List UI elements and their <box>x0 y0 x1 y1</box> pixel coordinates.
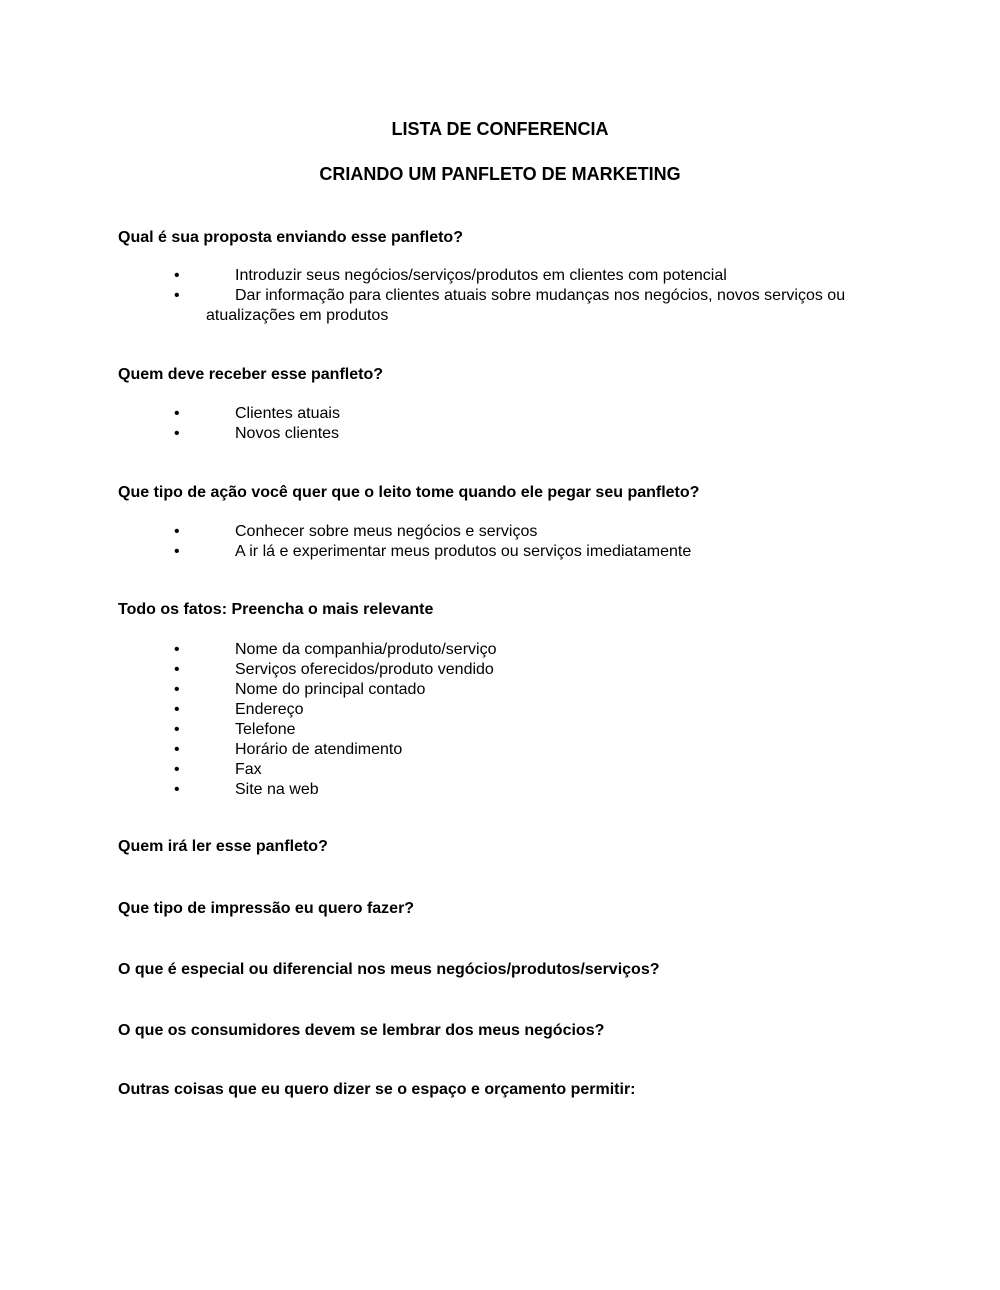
document-title: LISTA DE CONFERENCIA <box>391 119 609 139</box>
list-item-text: Dar informação para clientes atuais sobre mudanças nos negócios, novos serviços ou <box>235 287 846 304</box>
list-item <box>0 404 340 424</box>
list-item-text: Nome da companhia/produto/serviço <box>235 641 497 658</box>
list-item <box>0 266 866 286</box>
section-heading-print-type: Que tipo de impressão eu quero fazer? <box>118 900 415 917</box>
list-item-text: Fax <box>235 761 262 778</box>
bullet-icon: • <box>174 523 180 540</box>
list-item <box>0 740 496 760</box>
bullet-icon: • <box>174 287 180 304</box>
bullet-icon: • <box>174 641 180 658</box>
section-heading-recipients: Quem deve receber esse panfleto? <box>118 366 383 383</box>
list-item <box>0 780 496 800</box>
bullet-icon: • <box>174 661 180 678</box>
list-item-text: Novos clientes <box>235 425 340 442</box>
section-heading-purpose: Qual é sua proposta enviando esse panfleto? <box>118 229 463 246</box>
section-heading-other: Outras coisas que eu quero dizer se o espaço e orçamento permitir: <box>118 1081 636 1098</box>
list-item <box>0 680 496 700</box>
list-item-text: Conhecer sobre meus negócios e serviços <box>235 523 538 540</box>
list-item <box>0 542 691 562</box>
purpose-list <box>0 266 866 326</box>
list-item <box>0 700 496 720</box>
section-heading-readers: Quem irá ler esse panfleto? <box>118 838 328 855</box>
list-item-text: Site na web <box>235 781 319 798</box>
list-item-text: Clientes atuais <box>235 405 340 422</box>
facts-list <box>0 640 496 800</box>
recipients-list <box>0 404 340 444</box>
bullet-icon: • <box>174 701 180 718</box>
section-heading-action: Que tipo de ação você quer que o leito tome quando ele pegar seu panfleto? <box>118 484 700 501</box>
bullet-icon: • <box>174 781 180 798</box>
list-item-text: Endereço <box>235 701 304 718</box>
list-item-text: Horário de atendimento <box>235 741 403 758</box>
bullet-icon: • <box>174 543 180 560</box>
list-item-text: Telefone <box>235 721 296 738</box>
list-item-text-continuation: atualizações em produtos <box>206 307 389 324</box>
list-item <box>0 660 496 680</box>
bullet-icon: • <box>174 681 180 698</box>
bullet-icon: • <box>174 721 180 738</box>
list-item-text: Nome do principal contado <box>235 681 426 698</box>
bullet-icon: • <box>174 741 180 758</box>
list-item <box>0 640 496 660</box>
section-heading-facts: Todo os fatos: Preencha o mais relevante <box>118 601 434 618</box>
list-item <box>0 760 496 780</box>
bullet-icon: • <box>174 425 180 442</box>
list-item-text: A ir lá e experimentar meus produtos ou serviços imediatamente <box>235 543 692 560</box>
bullet-icon: • <box>174 405 180 422</box>
list-item <box>0 286 866 326</box>
action-list <box>0 522 691 562</box>
list-item-text: Serviços oferecidos/produto vendido <box>235 661 494 678</box>
section-heading-differential: O que é especial ou diferencial nos meus negócios/produtos/serviços? <box>118 961 660 978</box>
bullet-icon: • <box>174 761 180 778</box>
bullet-icon: • <box>174 267 180 284</box>
section-heading-remember: O que os consumidores devem se lembrar dos meus negócios? <box>118 1022 605 1039</box>
list-item-text: Introduzir seus negócios/serviços/produtos em clientes com potencial <box>235 267 727 284</box>
list-item <box>0 522 691 542</box>
list-item <box>0 720 496 740</box>
list-item <box>0 424 340 444</box>
document-subtitle: CRIANDO UM PANFLETO DE MARKETING <box>319 164 681 184</box>
